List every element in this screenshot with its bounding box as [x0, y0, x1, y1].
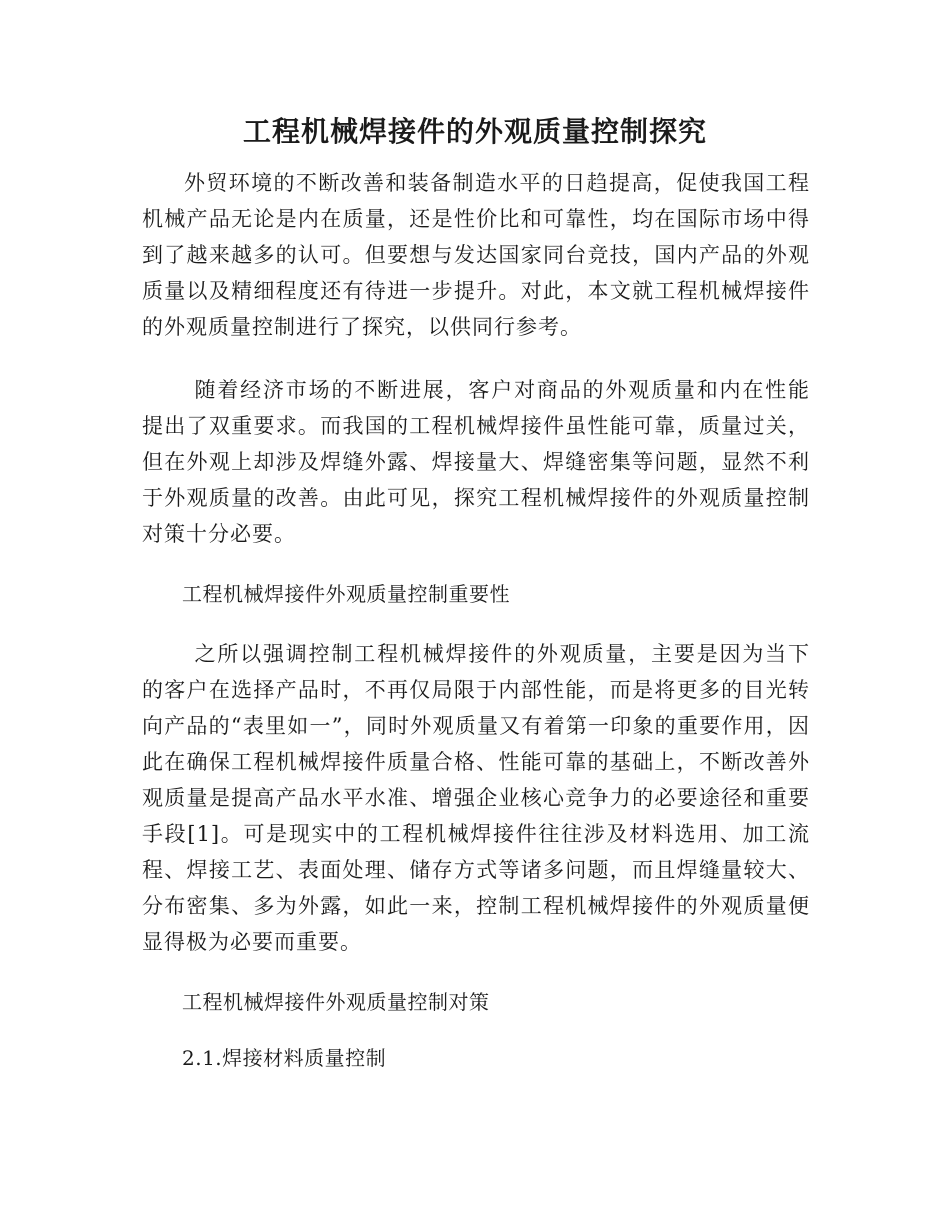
document-body	[142, 165, 810, 1076]
abstract-paragraph: 外贸环境的不断改善和装备制造水平的日趋提高，促使我国工程机械产品无论是内在质量，还是性价比和可靠性，均在国际市场中得到了越来越多的认可。但要想与发达国家同台竞技，国内产品的外观质量以及精细程度还有待进一步提升。对此，本文就工程机械焊接件的外观质量控制进行了探究，以供同行参考。	[142, 171, 810, 339]
intro-paragraph: 随着经济市场的不断进展，客户对商品的外观质量和内在性能提出了双重要求。而我国的工程机械焊接件虽性能可靠，质量过关，但在外观上却涉及焊缝外露、焊接量大、焊缝密集等问题，显然不利于外观质量的改善。由此可见，探究工程机械焊接件的外观质量控制对策十分必要。	[142, 378, 810, 546]
section-heading-countermeasures: 工程机械焊接件外观质量控制对策	[182, 990, 490, 1014]
importance-paragraph: 之所以强调控制工程机械焊接件的外观质量，主要是因为当下的客户在选择产品时，不再仅局限于内部性能，而是将更多的目光转向产品的“表里如一”，同时外观质量又有着第一印象的重要作用，因此在确保工程机械焊接件质量合格、性能可靠的基础上，不断改善外观质量是提高产品水平水准、增强企业核心竞争力的必要途径和重要手段[1]。可是现实中的工程机械焊接件往往涉及材料选用、加工流程、焊接工艺、表面处理、储存方式等诸多问题，而且焊缝量较大、分布密集、多为外露，如此一来，控制工程机械焊接件的外观质量便显得极为必要而重要。	[142, 642, 810, 954]
section-heading-importance: 工程机械焊接件外观质量控制重要性	[182, 582, 510, 606]
subsection-heading-materials: 2.1.焊接材料质量控制	[182, 1046, 387, 1070]
document-title: 工程机械焊接件的外观质量控制探究	[242, 115, 707, 148]
